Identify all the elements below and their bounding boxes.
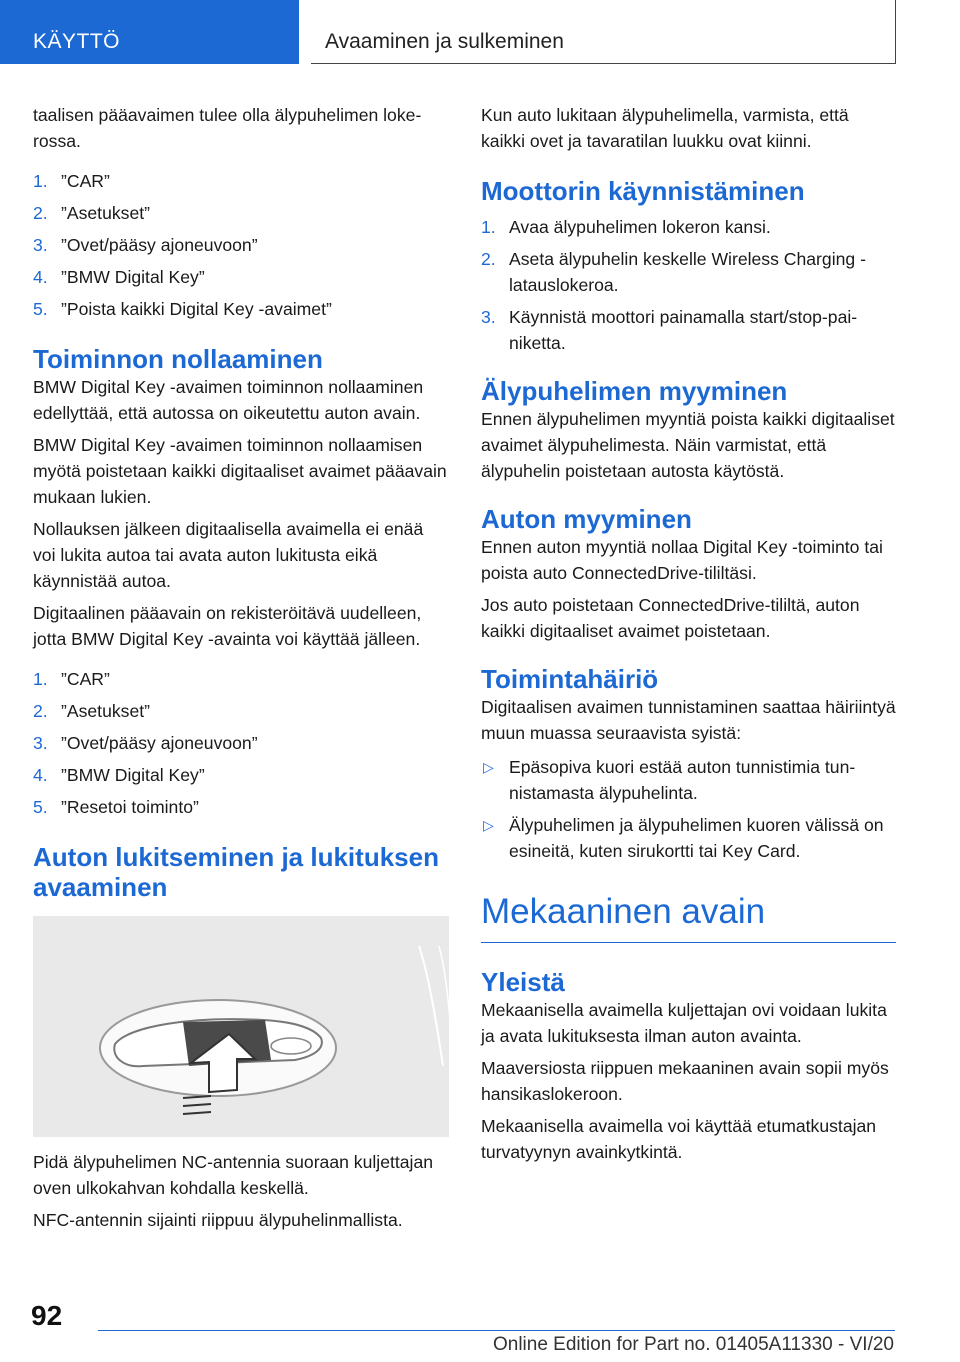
heading-general: Yleistä — [481, 967, 565, 997]
step-text: ”Ovet/pääsy ajoneuvoon” — [61, 733, 258, 753]
reset-paragraph: BMW Digital Key -avaimen toiminnon nollaamisen myötä poistetaan kaikki digitaaliset avaimet pääavain mukaan lukien. — [33, 435, 447, 507]
list-item — [33, 730, 449, 756]
steps-delete-keys — [33, 168, 449, 322]
list-item — [481, 754, 896, 806]
list-item — [33, 698, 449, 724]
general-paragraph: Mekaanisella avaimella kuljettajan ovi voidaan lukita ja avata lukituksesta ilman auton avainta. — [481, 1000, 887, 1046]
step-number: 4. — [33, 267, 48, 287]
intro-paragraph: taalisen pääavaimen tulee olla älypuhelimen lokerossa. — [33, 105, 422, 151]
smartphone-line — [183, 1112, 211, 1114]
step-number: 3. — [481, 307, 496, 327]
heading-sell-phone: Älypuhelimen myyminen — [481, 376, 788, 406]
heading-lock-unlock: Auton lukitseminen ja lukituksen avaaminen — [33, 842, 439, 902]
list-item — [33, 264, 449, 290]
list-item — [33, 762, 449, 788]
section-tab: KÄYTTÖ — [0, 0, 299, 64]
footer-divider — [98, 1330, 895, 1331]
step-text: Avaa älypuhelimen lokeron kansi. — [509, 217, 771, 237]
steps-reset — [33, 666, 449, 820]
step-text: ”Asetukset” — [61, 701, 150, 721]
list-item — [33, 168, 449, 194]
steps-engine-start — [481, 214, 896, 356]
intro-paragraph: Kun auto lukitaan älypuhelimella, varmista, että kaikki ovet ja tavaratilan luukku ovat kiinni. — [481, 105, 849, 151]
list-item — [481, 812, 896, 864]
reset-paragraph: BMW Digital Key -avaimen toiminnon nollaaminen edellyttää, että autossa on oikeutettu auton avain. — [33, 377, 424, 423]
heading-sell-car: Auton myyminen — [481, 504, 692, 534]
step-text: Käynnistä moottori painamalla start/stop-painiketta. — [509, 307, 858, 353]
step-text: ”CAR” — [61, 669, 110, 689]
heading-malfunction: Toimintahäiriö — [481, 664, 659, 694]
reset-paragraph: Digitaalinen pääavain on rekisteröitävä uudelleen, jotta BMW Digital Key -avainta voi käyttää jälleen. — [33, 603, 422, 649]
step-text: ”Asetukset” — [61, 203, 150, 223]
smartphone-line — [183, 1096, 211, 1098]
bullet-text: Älypuhelimen ja älypuhelimen kuoren välissä on esineitä, kuten sirukortti tai Key Card. — [509, 815, 884, 861]
step-number: 1. — [481, 217, 496, 237]
reset-paragraph: Nollauksen jälkeen digitaalisella avaimella ei enää voi lukita autoa tai avata auton lukitusta eikä käynnistää autoa. — [33, 519, 424, 591]
list-item — [33, 666, 449, 692]
chapter-title: Avaaminen ja sulkeminen — [311, 0, 896, 64]
list-item — [33, 794, 449, 820]
door-handle-drawing — [33, 916, 449, 1137]
step-number: 2. — [33, 701, 48, 721]
edition-footer: Online Edition for Part no. 01405A11330 - VI/20 — [492, 1334, 894, 1355]
step-number: 5. — [33, 299, 48, 319]
step-number: 1. — [33, 669, 48, 689]
step-text: ”BMW Digital Key” — [61, 267, 205, 287]
sell-car-paragraph: Ennen auton myyntiä nollaa Digital Key -toiminto tai poista auto ConnectedDrive-tililtäsi. — [481, 537, 883, 583]
heading-engine-start: Moottorin käynnistäminen — [481, 176, 805, 206]
list-item — [33, 200, 449, 226]
step-number: 1. — [33, 171, 48, 191]
chapter-heading-mechanical-key: Mekaaninen avain — [481, 892, 896, 943]
step-text: ”Resetoi toiminto” — [61, 797, 199, 817]
step-number: 3. — [33, 235, 48, 255]
heading-reset: Toiminnon nollaaminen — [33, 344, 323, 374]
list-item — [33, 296, 449, 322]
list-item — [33, 232, 449, 258]
list-item — [481, 304, 896, 356]
step-number: 2. — [481, 249, 496, 269]
sell-car-paragraph: Jos auto poistetaan ConnectedDrive-tililtä, auton kaikki digitaaliset avaimet poistetaan. — [481, 595, 860, 641]
step-text: ”Poista kaikki Digital Key -avaimet” — [61, 299, 332, 319]
page-number: 92 — [31, 1300, 63, 1331]
step-number: 3. — [33, 733, 48, 753]
list-item — [481, 214, 896, 240]
step-text: ”Ovet/pääsy ajoneuvoon” — [61, 235, 258, 255]
door-handle-illustration — [33, 916, 449, 1137]
lock-paragraph: NFC-antennin sijainti riippuu älypuhelinmallista. — [33, 1210, 403, 1230]
bullet-text: Epäsopiva kuori estää auton tunnistimia tunnistamasta älypuhelinta. — [509, 757, 856, 803]
step-text: ”CAR” — [61, 171, 110, 191]
smartphone-line — [183, 1104, 211, 1106]
step-text: ”BMW Digital Key” — [61, 765, 205, 785]
triangle-bullet-icon: ▷ — [483, 817, 494, 833]
malfunction-causes — [481, 754, 896, 864]
triangle-bullet-icon: ▷ — [483, 759, 494, 775]
body-crease-line — [419, 946, 443, 1066]
right-column — [481, 102, 896, 1171]
step-number: 4. — [33, 765, 48, 785]
step-number: 5. — [33, 797, 48, 817]
left-column — [33, 102, 449, 1239]
general-paragraph: Mekaanisella avaimella voi käyttää etumatkustajan turvatyynyn avainkytkintä. — [481, 1116, 877, 1162]
list-item — [481, 246, 896, 298]
lock-paragraph: Pidä älypuhelimen NC-antennia suoraan kuljettajan oven ulkokahvan kohdalla keskellä. — [33, 1152, 434, 1198]
step-text: Aseta älypuhelin keskelle Wireless Charging -latauslokeroa. — [509, 249, 866, 295]
malfunction-paragraph: Digitaalisen avaimen tunnistaminen saattaa häiriintyä muun muassa seuraavista syistä: — [481, 697, 896, 743]
sell-phone-paragraph: Ennen älypuhelimen myyntiä poista kaikki digitaaliset avaimet älypuhelimesta. Näin varmistat, että älypuhelin poistetaan autosta käytöstä. — [481, 409, 895, 481]
step-number: 2. — [33, 203, 48, 223]
general-paragraph: Maaversiosta riippuen mekaaninen avain sopii myös hansikaslokeroon. — [481, 1058, 889, 1104]
